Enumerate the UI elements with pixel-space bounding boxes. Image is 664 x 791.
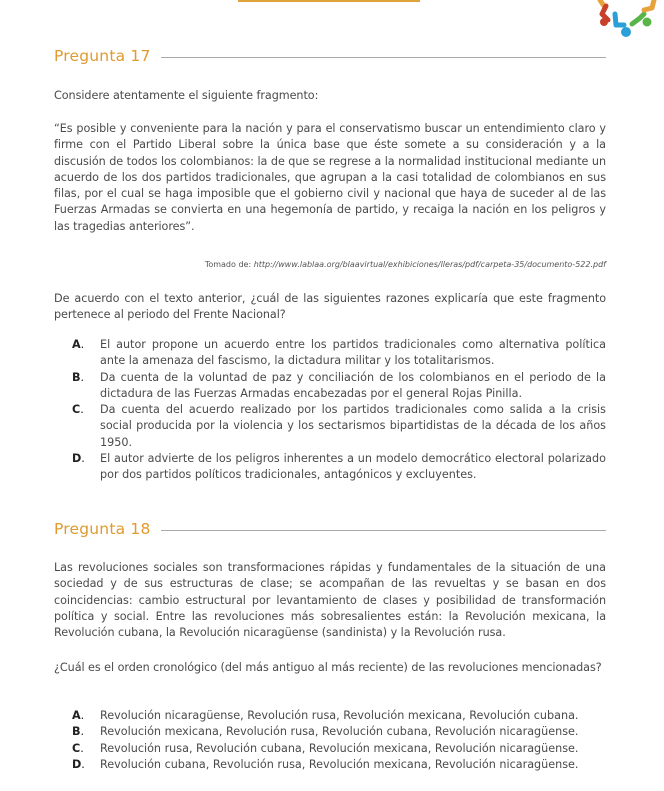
option-c[interactable] (72, 741, 606, 757)
people-circle-logo-icon (586, 0, 664, 40)
option-letter: C. (72, 403, 84, 417)
option-b[interactable] (72, 370, 606, 403)
option-letter: D. (72, 757, 85, 771)
option-a[interactable] (72, 337, 606, 370)
option-c[interactable] (72, 402, 606, 451)
question-17-title: Pregunta 17 (54, 47, 151, 65)
question-17-intro: Considere atentamente el siguiente fragmento: (54, 89, 319, 102)
option-text: Revolución cubana, Revolución rusa, Revolución mexicana, Revolución nicaragüense. (100, 757, 579, 771)
option-b[interactable] (72, 724, 606, 740)
option-letter: B. (72, 725, 85, 739)
option-letter: B. (72, 370, 85, 384)
option-letter: A. (72, 709, 85, 722)
option-text: Da cuenta de la voluntad de paz y conciliación de los colombianos en el periodo de la dictadura de las Fuerzas Armadas encabezadas por el general Rojas Pinilla. (100, 370, 606, 400)
question-18-header (54, 519, 606, 539)
header-divider (161, 57, 606, 58)
option-text: El autor advierte de los peligros inherentes a un modelo democrático electoral polarizado por dos partidos políticos tradicionales, antagónicos y excluyentes. (100, 452, 606, 482)
option-d[interactable] (72, 757, 606, 773)
option-text: Da cuenta del acuerdo realizado por los partidos tradicionales como salida a la crisis social producida por la violencia y los sectarismos bipartidistas de la década de los años 1950. (100, 403, 606, 449)
top-accent-bar (238, 0, 420, 2)
question-17-quote: “Es posible y conveniente para la nación y para el conservatismo buscar un entendimiento claro y firme con el Partido Liberal sobre la única base que éste somete a su consideración y a la discusión de todos los colombianos: la de que se regrese a la normalidad institucional mediante un acuerdo de los dos partidos tradicionales, que agrupan a la casi totalidad de colombianos en sus filas, por el cual se haga imposible que el gobierno civil y nacional que haya de suceder al de las Fuerzas Armadas se convierta en una hegemonía de partido, y recaiga la nación en los peligros y las tragedias anteriores”. (54, 122, 606, 233)
option-letter: A. (72, 338, 85, 351)
question-17-prompt: De acuerdo con el texto anterior, ¿cuál de las siguientes razones explicaría que este fragmento pertenece al periodo del Frente Nacional? (54, 292, 606, 322)
option-letter: C. (72, 741, 84, 755)
option-text: Revolución nicaragüense, Revolución rusa, Revolución mexicana, Revolución cubana. (100, 709, 579, 722)
question-17-header (54, 46, 606, 66)
option-text: Revolución mexicana, Revolución rusa, Revolución cubana, Revolución nicaragüense. (100, 725, 579, 739)
question-18-intro: Las revoluciones sociales son transformaciones rápidas y fundamentales de la situación de una sociedad y de sus estructuras de clase; se acompañan de las revueltas y se basan en dos coincidencias: cambio estructural por levantamiento de clases y posibilidad de transformación política y social. Entre las revoluciones más sobresalientes están: la Revolución mexicana, la Revolución cubana, la Revolución nicaragüense (sandinista) y la Revolución rusa. (54, 561, 606, 640)
option-letter: D. (72, 452, 85, 466)
option-text: Revolución rusa, Revolución cubana, Revolución mexicana, Revolución nicaragüense. (100, 741, 579, 755)
question-17-options (72, 337, 606, 484)
option-a[interactable] (72, 708, 606, 724)
option-text: El autor propone un acuerdo entre los partidos tradicionales como alternativa política ante la amenaza del fascismo, la dictadura militar y los totalitarismos. (100, 338, 606, 368)
question-18-options (72, 708, 606, 773)
option-d[interactable] (72, 451, 606, 484)
question-18-prompt: ¿Cuál es el orden cronológico (del más antiguo al más reciente) de las revoluciones mencionadas? (54, 661, 602, 674)
header-divider (161, 530, 606, 531)
source-url: http://www.lablaa.org/blaavirtual/exhibiciones/lleras/pdf/carpeta-35/documento-522.pdf (253, 260, 606, 269)
source-label: Tomado de: (204, 260, 254, 269)
source-citation (54, 260, 606, 269)
question-18-title: Pregunta 18 (54, 520, 151, 538)
